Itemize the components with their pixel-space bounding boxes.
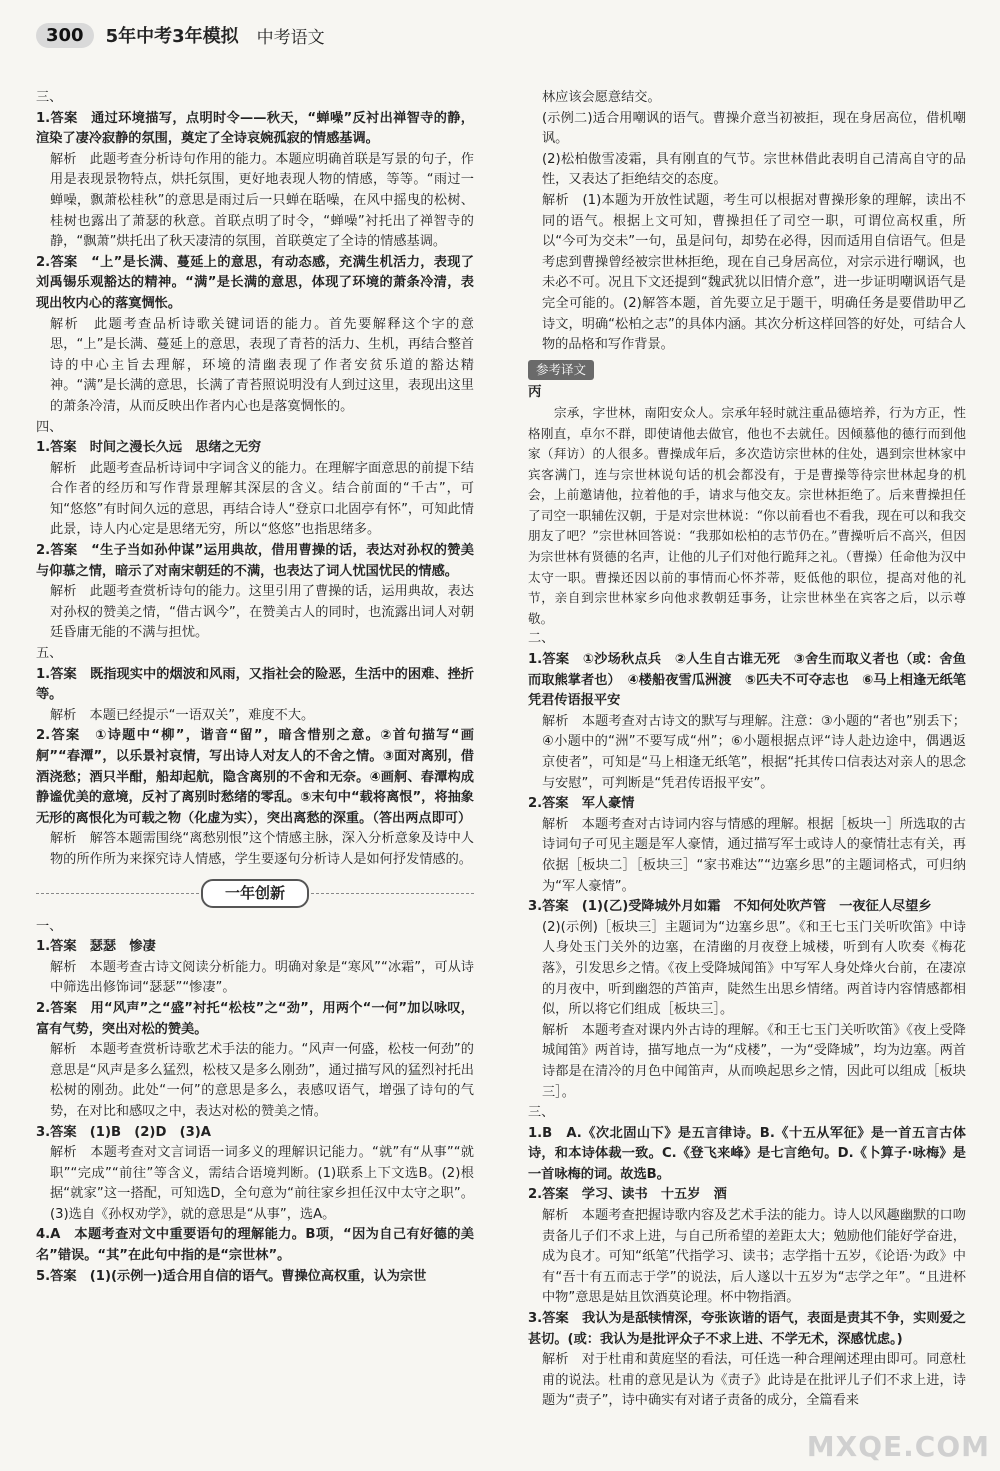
answer-item: 2.答案 “生子当如孙仲谋”运用典故，借用曹操的话，表达对孙权的赞美与仰慕之情，暗示了对南宋朝廷的不满，也表达了词人忧国忧民的情感。	[36, 543, 474, 579]
answer-item: 1.答案 既指现实中的烟波和风雨，又指社会的险恶，生活中的困难、挫折等。	[36, 666, 474, 703]
continued-text: 林应该会愿意结交。	[542, 90, 661, 105]
answer-item: 2.答案 学习、读书 十五岁 酒	[528, 1187, 727, 1203]
section-banner	[36, 877, 474, 911]
section-heading: 四、	[36, 419, 63, 435]
answer-item: 2.答案 ①诗题中“柳”，谐音“留”，暗含惜别之意。②首句描写“画舸”“春潭”，以乐景衬哀情，写出诗人对友人的不舍之情。③面对离别，借酒浇愁；酒只半酣，船却起航，隐含离别的不舍和无奈。④画舸、春潭构成静谧优美的意境，反衬了离别时愁绪的零乱。⑤末句中“载将离恨”，将抽象无形的离恨化为可载之物（化虚为实），突出离愁的深重。（答出两点即可）	[36, 728, 474, 826]
answer-item: 1.答案 ①沙场秋点兵 ②人生自古谁无死 ③舍生而取义者也（或：舍鱼而取熊掌者也） ④楼船夜雪瓜洲渡 ⑤匹夫不可夺志也 ⑥马上相逢无纸笔 凭君传语报平安	[528, 652, 980, 709]
left-column	[36, 88, 474, 1287]
right-column	[528, 88, 980, 1412]
section-heading: 二、	[528, 631, 555, 647]
analysis-item: 解析 对于杜甫和黄庭坚的看法，可任选一种合理阐述理由即可。同意杜甫的说法。杜甫的意见是认为《责子》此诗是在批评儿子们不求上进，诗题为“责子”，诗中确实有对诸子责备的成分，全篇看来	[542, 1352, 966, 1409]
book-title: 5年中考3年模拟	[105, 26, 239, 47]
answer-item: 2.答案 “上”是长满、蔓延上的意思，有动态感，充满生机活力，表现了刘禹锡乐观豁达的精神。“满”是长满的意思，体现了环境的萧条冷清，表现出牧内心的落寞惆怅。	[36, 254, 474, 311]
answer-item: 1.B A.《次北固山下》是五言律诗。B.《十五从军征》是一首五言古体诗，和本诗体裁一致。C.《登飞来峰》是七言绝句。D.《卜算子·咏梅》是一首咏梅的词。故选B。	[528, 1125, 966, 1182]
section-heading: 五、	[36, 646, 63, 662]
translation-title: 丙	[528, 384, 542, 401]
analysis-item: 解析 此题考查品析诗词中字词含义的能力。在理解字面意思的前提下结合作者的经历和写作背景理解其深层的含义。结合前面的“千古”，可知“悠悠”有时间久远的意思，再结合诗人“登京口北固亭有怀”，可知此情此景，诗人内心定是思绪无穷，所以“悠悠”也指思绪多。	[50, 460, 474, 538]
page-number: 300	[36, 23, 94, 48]
answer-item: 3.答案 (1)(乙)受降城外月如霜 不知何处吹芦管 一夜征人尽望乡	[528, 899, 932, 915]
analysis-item: 解析 本题考查把握诗歌内容及艺术手法的能力。诗人以风趣幽默的口吻责备儿子们不求上进，与自己所希望的差距太大；勉励他们能好学奋进，成为良才。可知“纸笔”代指学习、读书；志学指十五岁，《论语·为政》中有“吾十有五而志于学”的说法，后人遂以十五岁为“志学之年”。“且进杯中物”意思是姑且饮酒莫论理。杯中物指酒。	[542, 1208, 966, 1306]
translation-text: 宗承，字世林，南阳安众人。宗承年轻时就注重品德培养，行为方正，性格刚直，卓尔不群，即使请他去做官，他也不去就任。因倾慕他的德行而到他家（拜访）的人很多。曹操成年后，多次造访宗世林的住处，遇到宗世林家中宾客满门，连与宗世林说句话的机会都没有，于是曹操等待宗世林起身的机会，上前邀请他，拉着他的手，请求与他交友。宗世林拒绝了。后来曹操担任了司空一职辅佐汉朝，于是对宗世林说：“你以前看也不看我，现在可以和我交朋友了吧？”宗世林回答说：“我那如松柏的志节仍在。”曹操听后不高兴，但因为宗世林有贤德的名声，让他的儿子们对他行跪拜之礼。（曹操）任命他为汉中太守一职。曹操还因以前的事情而心怀芥蒂，贬低他的职位，提高对他的礼节，亲自到宗世林家乡向他求教朝廷事务，让宗世林坐在宾客之后，以示尊敬。	[528, 404, 966, 626]
section-heading: 三、	[36, 90, 63, 105]
analysis-item: 解析 此题考查分析诗句作用的能力。本题应明确首联是写景的句子，作用是表现景物特点，烘托氛围，更好地表现人物的情感，等等。“雨过一蝉噪，飘萧松桂秋”的意思是雨过后一只蝉在聒噪，在风中摇曳的松树、桂树也露出了萧瑟的秋意。首联点明了时令，“蝉噪”衬托出了禅智寺的静，“飘萧”烘托出了秋天凄清的氛围，首联奠定了全诗的情感基调。	[50, 151, 474, 250]
analysis-item: 解析 (1)本题为开放性试题，考生可以根据对曹操形象的理解，读出不同的语气。根据上文可知，曹操担任了司空一职，可谓位高权重，所以“今可为交未”一句，虽是问句，却势在必得，因而适用自信语气。但是考虑到曹操曾经被宗世林拒绝，现在自己身居高位，对宗示进行嘲讽，也未必不可。况且下文还提到“魏武犹以旧情介意”，进一步证明嘲讽语气是完全可能的。(2)解答本题，首先要立足于题干，明确任务是要借助甲乙诗文，明确“松柏之志”的具体内涵。其次分析这样回答的好处，可结合人物的品格和写作背景。	[542, 192, 966, 353]
analysis-item: 解析 本题考查对古诗文的默写与理解。注意：③小题的“者也”别丢下；④小题中的“洲”不要写成“州”；⑥小题根据点评“诗人赴边途中，偶遇返京使者”，可知是“马上相逢无纸笔”，根据“托其传口信表达对亲人的思念与安慰”，可判断是“凭君传语报平安”。	[542, 713, 966, 791]
tag-row	[528, 356, 966, 383]
answer-item: 1.答案 时间之漫长久远 思绪之无穷	[36, 440, 262, 456]
section-heading: 一、	[36, 918, 63, 934]
answer-item: 4.A 本题考查对文中重要语句的理解能力。B项，“因为自己有好德的美名”错误。“其”在此句中指的是“宗世林”。	[36, 1227, 474, 1264]
reference-translation-tag: 参考译文	[528, 360, 594, 381]
section-heading: 三、	[528, 1105, 555, 1121]
analysis-item: 解析 本题考查古诗文阅读分析能力。明确对象是“寒风”“冰霜”，可从诗中筛选出修饰词“瑟瑟”“惨凄”。	[50, 959, 474, 996]
answer-item: 3.答案 我认为是舐犊情深，夸张诙谐的语气，表面是责其不争，实则爱之甚切。(或：我认为是批评众子不求上进、不学无术，深感忧虑。)	[528, 1311, 966, 1347]
watermark: MXQE.COM	[806, 1430, 990, 1463]
analysis-item: 解析 本题已经提示“一语双关”，难度不大。	[50, 707, 315, 723]
analysis-item: 解析 此题考查赏析诗句的能力。这里引用了曹操的话，运用典故，表达对孙权的赞美之情，“借古讽今”，在赞美古人的同时，也流露出词人对朝廷昏庸无能的不满与担忧。	[50, 584, 474, 641]
answer-item: 3.答案 (1)B (2)D (3)A	[36, 1124, 212, 1140]
page-header	[36, 18, 964, 52]
continued-text: (2)松柏傲雪凌霜，具有刚直的气节。宗世林借此表明自己清高自守的品性，又表达了拒绝结交的态度。	[542, 151, 966, 188]
analysis-item: 解析 解答本题需围绕“离愁别恨”这个情感主脉，深入分析意象及诗中人物的所作所为来探究诗人情感，学生要逐句分析诗人是如何抒发情感的。	[50, 831, 474, 867]
analysis-item: 解析 本题考查对课内外古诗的理解。《和王七玉门关听吹笛》《夜上受降城闻笛》两首诗，描写地点一为“戍楼”，一为“受降城”，均为边塞。两首诗都是在清冷的月色中闻笛声，从而唤起思乡之情，因此可以组成［板块三］。	[542, 1022, 966, 1100]
answer-item: 2.答案 军人豪情	[528, 796, 635, 812]
answer-item: 2.答案 用“风声”之“盛”衬托“松枝”之“劲”，用两个“一何”加以咏叹，富有气势，突出对松的赞美。	[36, 1000, 474, 1037]
continued-text: (示例二)适合用嘲讽的语气。曹操介意当初被拒，现在身居高位，借机嘲讽。	[542, 110, 966, 147]
subject-label: 中考语文	[256, 27, 325, 48]
analysis-item: 解析 本题考查赏析诗歌艺术手法的能力。“风声一何盛，松枝一何劲”的意思是“风声是多么猛烈，松枝又是多么刚劲”，通过描写风的猛烈衬托出松树的刚劲。此处“一何”的意思是多么，表感叹语气，增强了诗句的气势，在对比和感叹之中，表达对松的赞美之情。	[50, 1042, 474, 1119]
analysis-item: 解析 本题考查对文言词语一词多义的理解识记能力。“就”有“从事”“就职”“完成”“前往”等含义，需结合语境判断。(1)联系上下文选B。(2)根据“就家”这一搭配，可知选D，全句意为“前往家乡担任汉中太守之职”。(3)选自《孙权劝学》，就的意思是“从事”，选A。	[50, 1145, 474, 1222]
answer-item: 1.答案 瑟瑟 惨凄	[36, 939, 156, 955]
analysis-item: 解析 此题考查品析诗歌关键词语的能力。首先要解释这个字的意思，“上”是长满、蔓延上的意思，表现了青苔的活力、生机，再结合整首诗的中心主旨去理解，环境的清幽表现了作者安贫乐道的豁达精神。“满”是长满的意思，长满了青苔照说明没有人到过这里，表现出这里的萧条冷清，从而反映出作者内心也是落寞惆怅的。	[50, 316, 474, 414]
answer-item: 1.答案 通过环境描写，点明时令——秋天，“蝉噪”反衬出禅智寺的静，渲染了凄冷寂静的氛围，奠定了全诗哀婉孤寂的情感基调。	[36, 110, 474, 147]
answer-item: 5.答案 (1)(示例一)适合用自信的语气。曹操位高权重，认为宗世	[36, 1268, 427, 1284]
section-banner-label: 一年创新	[201, 879, 309, 908]
continued-text: (2)(示例)［板块三］主题词为“边塞乡思”。《和王七玉门关听吹笛》中诗人身处玉门关外的边塞，在清幽的月夜登上城楼，听到有人吹奏《梅花落》，引发思乡之情。《夜上受降城闻笛》中写军人身处烽火台前，在凄凉的月夜中，听到幽怨的芦笛声，陡然生出思乡情绪。两首诗内容情感都相似，所以将它们组成［板块三］。	[542, 919, 966, 1018]
analysis-item: 解析 本题考查对古诗词内容与情感的理解。根据［板块一］所选取的古诗词句子可见主题是军人豪情，通过描写军士或诗人的豪情壮志有关，再依据［板块二］［板块三］“家书难达”“边塞乡思”的主题词格式，可归纳为“军人豪情”。	[542, 816, 966, 894]
